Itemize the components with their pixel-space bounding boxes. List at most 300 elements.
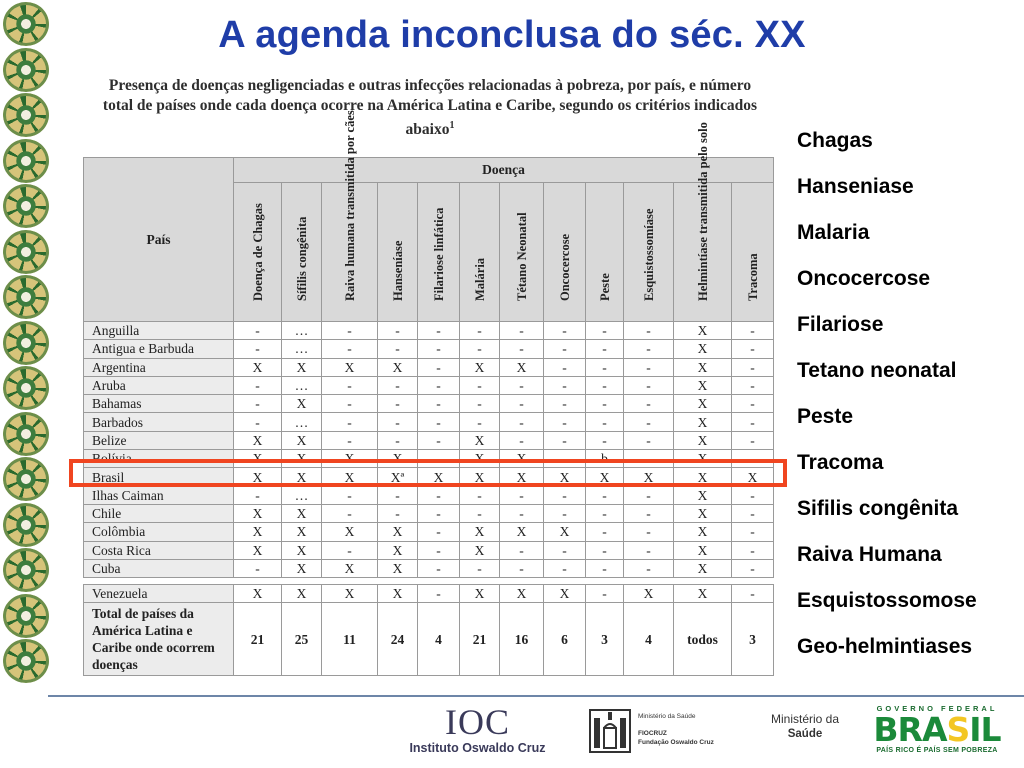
table-cell: X [674, 450, 732, 468]
disease-list [797, 126, 977, 678]
table-cell: - [586, 486, 624, 504]
table-cell: X [500, 468, 544, 486]
table-cell: - [418, 431, 460, 449]
table-cell: 4 [418, 603, 460, 676]
table-cell: - [322, 413, 378, 431]
ornament-tile [3, 548, 49, 592]
table-cell: - [586, 541, 624, 559]
table-cell: - [624, 523, 674, 541]
table-cell: X [234, 358, 282, 376]
ornament-tile [3, 457, 49, 501]
table-cell: - [544, 322, 586, 340]
disease-list-item: Peste [797, 405, 854, 428]
table-cell: X [282, 431, 322, 449]
table-cell: - [544, 358, 586, 376]
table-cell: X [674, 431, 732, 449]
disease-list-item: Sifilis congênita [797, 497, 959, 520]
table-cell: X [460, 541, 500, 559]
ornament-tile [3, 412, 49, 456]
table-cell: - [322, 541, 378, 559]
table-cell: X [234, 504, 282, 522]
table-cell: - [624, 322, 674, 340]
column-header-label: Sífilis congênita [294, 216, 309, 301]
ornament-tile [3, 321, 49, 365]
table-cell: - [418, 358, 460, 376]
table-cell: X [500, 523, 544, 541]
column-header-label: Hanseníase [390, 240, 405, 301]
disease-list-item: Hanseniase [797, 175, 914, 198]
table-cell: X [322, 468, 378, 486]
ornament-tile [3, 275, 49, 319]
column-header-label: Tracoma [745, 253, 760, 301]
table-row [84, 395, 774, 413]
table-cell: - [460, 322, 500, 340]
column-header-label: Malária [472, 257, 487, 301]
slide-title: A agenda inconclusa do séc. XX [218, 14, 806, 56]
brasil-highlight-box [69, 459, 787, 487]
ornament-tile [3, 184, 49, 228]
country-cell: Antigua e Barbuda [84, 340, 234, 358]
disease-column-header [674, 122, 732, 322]
table-cell: 21 [460, 603, 500, 676]
column-header-label: Doença de Chagas [250, 203, 265, 301]
table-cell: X [282, 585, 322, 603]
table-cell: - [544, 395, 586, 413]
table-cell: 3 [586, 603, 624, 676]
ornament-tile [3, 230, 49, 274]
ioc-abbr: IOC [445, 702, 510, 742]
table-cell: - [586, 559, 624, 577]
table-row [84, 486, 774, 504]
table-cell: X [674, 395, 732, 413]
table-cell: X [624, 468, 674, 486]
table-cell: - [732, 541, 774, 559]
disease-list-item: Raiva Humana [797, 543, 942, 566]
table-cell: X [234, 431, 282, 449]
table-cell: - [586, 413, 624, 431]
table-cell: - [500, 340, 544, 358]
table-cell: - [500, 504, 544, 522]
country-cell: Chile [84, 504, 234, 522]
disease-list-item: Chagas [797, 129, 873, 152]
table-cell: X [624, 585, 674, 603]
fiocruz-abbr: FIOCRUZ [638, 730, 667, 737]
disease-column-header [732, 183, 774, 322]
ministerio-line1: Ministério da [770, 712, 840, 726]
table-cell: X [674, 523, 732, 541]
footer-divider [48, 695, 1024, 697]
table-cell: - [544, 504, 586, 522]
table-cell: - [460, 376, 500, 394]
table-cell: - [586, 395, 624, 413]
table-cell: X [322, 559, 378, 577]
table-cell: - [586, 358, 624, 376]
table-cell: - [378, 413, 418, 431]
disease-list-item: Malaria [797, 221, 870, 244]
table-cell: - [544, 376, 586, 394]
table-cell: - [732, 486, 774, 504]
footer-logos [0, 700, 1024, 768]
disease-column-header [500, 183, 544, 322]
table-cell: … [282, 486, 322, 504]
table-cell: … [282, 376, 322, 394]
table-cell: X [544, 523, 586, 541]
table-cell: - [544, 559, 586, 577]
disease-list-item: Esquistossomose [797, 589, 977, 612]
table-cell: X [500, 358, 544, 376]
table-cell: - [500, 431, 544, 449]
table-cell: - [378, 504, 418, 522]
table-cell: - [378, 322, 418, 340]
table-cell: X [674, 376, 732, 394]
table-cell: X [282, 504, 322, 522]
table-cell: - [378, 486, 418, 504]
table-cell: X [544, 585, 586, 603]
table-cell: - [234, 395, 282, 413]
table-cell: - [624, 504, 674, 522]
table-cell: - [500, 395, 544, 413]
table-cell: - [624, 358, 674, 376]
ornament-tile [3, 93, 49, 137]
table-cell: - [234, 340, 282, 358]
disease-table [83, 110, 774, 676]
disease-list-item: Tetano neonatal [797, 359, 957, 382]
table-cell: - [624, 450, 674, 468]
table-cell: - [418, 559, 460, 577]
table-cell: - [418, 585, 460, 603]
table-cell: - [586, 585, 624, 603]
table-cell: - [586, 322, 624, 340]
table-cell: X [322, 450, 378, 468]
table-cell: - [500, 486, 544, 504]
table-cell: - [418, 541, 460, 559]
table-row [84, 376, 774, 394]
table-cell: - [234, 559, 282, 577]
table-cell: - [544, 431, 586, 449]
table-cell: - [418, 450, 460, 468]
column-header-label: Raiva humana transmitida por cães [342, 110, 357, 301]
table-cell: - [322, 340, 378, 358]
table-cell: X [234, 450, 282, 468]
table-cell: - [544, 486, 586, 504]
column-header-label: Oncocercose [557, 233, 572, 301]
table-cell: - [418, 340, 460, 358]
table-cell: X [282, 358, 322, 376]
table-cell: - [732, 585, 774, 603]
table-cell: - [500, 322, 544, 340]
table-cell: - [732, 504, 774, 522]
table-cell: 6 [544, 603, 586, 676]
table-cell: - [586, 431, 624, 449]
table-cell: 24 [378, 603, 418, 676]
disease-list-item: Filariose [797, 313, 884, 336]
fiocruz-ministry: Ministério da Saúde [638, 713, 696, 720]
table-gap-cell [84, 578, 774, 585]
table-cell: - [460, 340, 500, 358]
table-cell: - [322, 486, 378, 504]
brasil-part-c: IL [969, 710, 1001, 749]
table-cell: b [586, 450, 624, 468]
disease-column-header [282, 183, 322, 322]
table-cell: X [674, 468, 732, 486]
table-cell: 4 [624, 603, 674, 676]
ministerio-saude-logo [762, 712, 848, 742]
table-cell: X [586, 468, 624, 486]
table-row [84, 523, 774, 541]
table-cell: X [500, 585, 544, 603]
country-header: País [84, 158, 234, 322]
table-cell: … [282, 413, 322, 431]
ornament-tile [3, 639, 49, 683]
table-cell: - [732, 358, 774, 376]
country-cell: Colômbia [84, 523, 234, 541]
country-cell: Bolívia [84, 450, 234, 468]
country-cell: Belize [84, 431, 234, 449]
table-cell: - [322, 431, 378, 449]
table-cell: - [586, 340, 624, 358]
table-cell: - [500, 413, 544, 431]
table-caption [96, 76, 764, 140]
table-cell: X [418, 468, 460, 486]
table-row [84, 413, 774, 431]
table-cell: X [282, 395, 322, 413]
table-cell: X [460, 431, 500, 449]
fiocruz-castle-icon [588, 706, 632, 756]
table-cell: - [732, 340, 774, 358]
table-cell: X [282, 559, 322, 577]
fiocruz-name: Fundação Oswaldo Cruz [638, 739, 714, 746]
table-cell: - [234, 322, 282, 340]
ioc-name: Instituto Oswaldo Cruz [409, 741, 546, 755]
fiocruz-logo [588, 706, 738, 756]
gov-slogan: PAÍS RICO É PAÍS SEM POBREZA [876, 747, 998, 754]
column-header-label: Filariose linfática [431, 207, 446, 301]
disease-column-header [460, 183, 500, 322]
country-cell: Anguilla [84, 322, 234, 340]
table-cell: - [234, 486, 282, 504]
table-cell: - [544, 413, 586, 431]
table-cell: - [460, 395, 500, 413]
table-cell: X [674, 585, 732, 603]
table-cell: … [282, 340, 322, 358]
table-cell: - [624, 395, 674, 413]
table-cell: 21 [234, 603, 282, 676]
table-cell: - [544, 450, 586, 468]
table-cell: - [624, 486, 674, 504]
column-header-label: Esquistossomíase [641, 208, 656, 301]
table-cell: - [460, 559, 500, 577]
table-cell: X [234, 523, 282, 541]
table-cell: X [674, 340, 732, 358]
brasil-part-b: S [946, 710, 970, 749]
table-cell: - [322, 376, 378, 394]
disease-column-header [624, 183, 674, 322]
ornament-tile [3, 503, 49, 547]
country-cell: Total de países da América Latina e Caribe onde ocorrem doenças [84, 603, 234, 676]
country-cell: Barbados [84, 413, 234, 431]
table-cell: - [460, 486, 500, 504]
table-cell: X [674, 504, 732, 522]
table-cell: - [418, 376, 460, 394]
table-cell: - [500, 541, 544, 559]
column-header-label: Helmintíase transmitida pelo solo [695, 122, 710, 301]
country-cell: Venezuela [84, 585, 234, 603]
disease-list-item: Oncocercose [797, 267, 931, 290]
table-cell: - [624, 376, 674, 394]
table-cell: - [624, 431, 674, 449]
table-cell: X [674, 322, 732, 340]
table-cell: X [322, 585, 378, 603]
table-cell: X [732, 468, 774, 486]
column-header-label: Tétano Neonatal [514, 212, 529, 301]
disease-column-header [322, 110, 378, 322]
table-cell: - [624, 541, 674, 559]
country-cell: Argentina [84, 358, 234, 376]
table-cell: - [500, 376, 544, 394]
fiocruz-text [638, 712, 714, 747]
table-cell: - [378, 376, 418, 394]
table-cell: X [378, 585, 418, 603]
table-cell: X [234, 541, 282, 559]
table-cell: - [624, 340, 674, 358]
table-cell: - [586, 504, 624, 522]
table-cell: X [378, 358, 418, 376]
table-cell: X [460, 585, 500, 603]
disease-column-header [418, 183, 460, 322]
table-cell: 25 [282, 603, 322, 676]
table-cell: X [234, 585, 282, 603]
table-cell: - [234, 376, 282, 394]
table-cell: X [282, 541, 322, 559]
table-row [84, 541, 774, 559]
table-cell: X [322, 523, 378, 541]
country-cell: Costa Rica [84, 541, 234, 559]
gov-federal-text: GOVERNO FEDERAL [876, 704, 998, 713]
decorative-border [0, 0, 52, 700]
table-cell: - [732, 322, 774, 340]
brasil-wordmark [862, 710, 1012, 749]
table-cell: - [418, 395, 460, 413]
table-cell: - [418, 322, 460, 340]
table-cell: 3 [732, 603, 774, 676]
table-row [84, 431, 774, 449]
table-cell: X [378, 523, 418, 541]
ministerio-line2: Saúde [787, 728, 823, 740]
table-cell: - [460, 413, 500, 431]
table-cell: - [732, 431, 774, 449]
disease-column-header [586, 183, 624, 322]
table-cell: - [378, 431, 418, 449]
brasil-part-a: BRA [873, 710, 947, 749]
table-cell: X [460, 450, 500, 468]
table-cell: X [378, 450, 418, 468]
table-row [84, 340, 774, 358]
table-row [84, 585, 774, 603]
table-cell: 11 [322, 603, 378, 676]
ornament-tile [3, 139, 49, 183]
table-row [84, 358, 774, 376]
table-row [84, 559, 774, 577]
table-cell: - [732, 395, 774, 413]
table-cell: - [732, 450, 774, 468]
table-cell: X [378, 541, 418, 559]
disease-list-item: Geo-helmintiases [797, 635, 973, 658]
table-cell: - [586, 523, 624, 541]
table-cell: X [282, 450, 322, 468]
table-cell: … [282, 322, 322, 340]
table-cell: - [378, 395, 418, 413]
caption-footnote: 1 [449, 120, 455, 131]
table-row [84, 504, 774, 522]
country-cell: Bahamas [84, 395, 234, 413]
disease-column-header [378, 183, 418, 322]
table-cell: X [234, 468, 282, 486]
ornament-tile [3, 594, 49, 638]
table-cell: - [322, 504, 378, 522]
table-cell: X [500, 450, 544, 468]
country-cell: Aruba [84, 376, 234, 394]
table-gap [84, 578, 774, 585]
disease-list-item: Tracoma [797, 451, 884, 474]
table-cell: - [544, 340, 586, 358]
table-cell: - [732, 413, 774, 431]
column-header-label: Peste [597, 273, 612, 301]
table-cell: Xª [378, 468, 418, 486]
disease-column-header [234, 183, 282, 322]
table-cell: X [674, 541, 732, 559]
table-cell: X [282, 468, 322, 486]
country-cell: Brasil [84, 468, 234, 486]
table-cell: - [586, 376, 624, 394]
table-cell: - [418, 523, 460, 541]
table-cell: - [418, 486, 460, 504]
table-cell: X [674, 358, 732, 376]
table-cell: - [544, 541, 586, 559]
country-cell: Cuba [84, 559, 234, 577]
ornament-tile [3, 366, 49, 410]
table-cell: - [378, 340, 418, 358]
table-cell: - [624, 559, 674, 577]
table-cell: X [674, 559, 732, 577]
table-cell: - [500, 559, 544, 577]
disease-group-header: Doença [234, 158, 774, 183]
table-cell: X [460, 358, 500, 376]
ioc-logo [405, 704, 550, 756]
table-cell: - [624, 413, 674, 431]
table-cell: - [732, 559, 774, 577]
table-cell: - [322, 395, 378, 413]
table-cell: X [674, 413, 732, 431]
table-row [84, 322, 774, 340]
table-cell: X [544, 468, 586, 486]
table-cell: - [460, 504, 500, 522]
table-cell: X [460, 523, 500, 541]
table-cell: - [234, 413, 282, 431]
table-cell: X [460, 468, 500, 486]
country-cell: Ilhas Caiman [84, 486, 234, 504]
table-cell: X [282, 523, 322, 541]
table-cell: - [732, 523, 774, 541]
disease-column-header [544, 183, 586, 322]
governo-federal-brasil-logo [862, 704, 1012, 760]
table-cell: - [418, 413, 460, 431]
table-row [84, 603, 774, 676]
table-cell: todos [674, 603, 732, 676]
table-cell: - [732, 376, 774, 394]
table-cell: - [418, 504, 460, 522]
caption-text: Presença de doenças negligenciadas e outras infecções relacionadas à pobreza, por país, e número total de países onde cada doença ocorre na América Latina e Caribe, segundo os critérios indicados abaixo [102, 77, 758, 139]
table-cell: 16 [500, 603, 544, 676]
